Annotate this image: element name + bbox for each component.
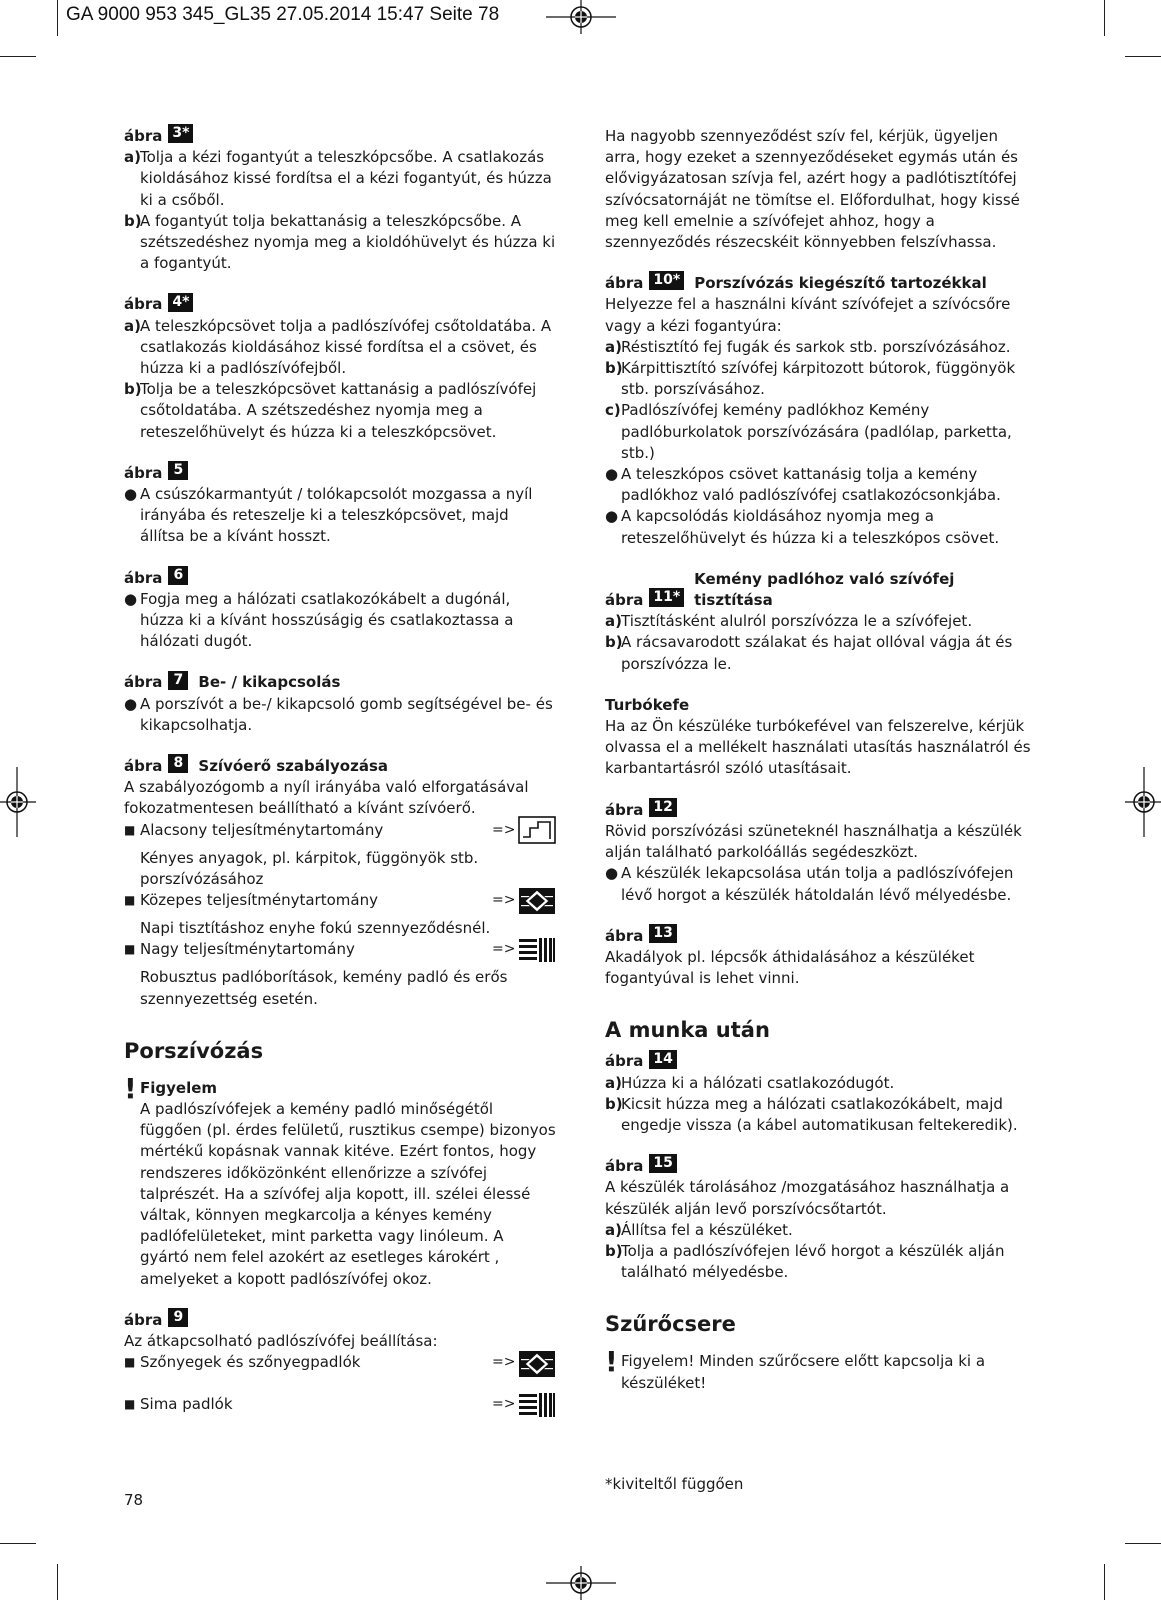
- medium-power-icon: [518, 887, 556, 915]
- figure-7-section: [124, 672, 556, 736]
- crop-mark: [1104, 0, 1105, 36]
- square-bullet-icon: ■: [124, 822, 136, 837]
- list-item: c) Padlószívófej kemény padlókhoz Kemény padlóburkolatok porszívózására (padlólap, parketta, stb.): [605, 401, 1012, 462]
- figure-number-badge: 15: [649, 1154, 676, 1173]
- registration-mark-icon: [0, 767, 36, 837]
- figure-title: Szívóerő szabályozása: [198, 757, 389, 776]
- crop-mark: [57, 1564, 58, 1600]
- large-debris-note: Ha nagyobb szennyeződést szív fel, kérjük, ügyeljen arra, hogy ezeket a szennyeződéseket egymás után és elővigyázatosan szívja fel, azért hogy a padlótisztítófej szívócsatornáját ne tömítse el. Előfordulhat, hogy kissé meg kell emelnie a szívófejet ahhoz, hogy a szennyeződés részecskéit könnyebben felszívhassa.: [605, 127, 1020, 252]
- figure-word: ábra: [124, 127, 163, 145]
- footnote: *kiviteltől függően: [605, 1475, 744, 1493]
- warning-title: Figyelem: [140, 1078, 218, 1097]
- list-item: a) Húzza ki a hálózati csatlakozódugót.: [605, 1073, 895, 1092]
- power-level-medium: [124, 890, 556, 939]
- list-item: a) Tisztításként alulról porszívózza le a szívófejet.: [605, 612, 973, 631]
- figure-14-section: [605, 1051, 1037, 1136]
- figure-12-section: ábra 12 Rövid porszívózási szüneteknél használhatja a készülék alján található parkolóállás segédeszközt. ● A készülék lekapcsolása után tolja a padlószívófejen lévő horgot a készülék hátoldalán lévő mélyedésbe.: [605, 800, 1037, 906]
- power-level-low: [124, 820, 556, 890]
- hard-floor-icon: [518, 1392, 556, 1420]
- arrow-text: =>: [492, 821, 516, 838]
- floor-option-name: Szőnyegek és szőnyegpadlók: [140, 1353, 361, 1372]
- power-level-name: Közepes teljesítménytartomány: [140, 891, 378, 910]
- low-power-icon: [518, 816, 556, 844]
- arrow-text: =>: [492, 1354, 516, 1371]
- figure-6-section: [124, 568, 556, 653]
- crop-mark: [1125, 56, 1161, 57]
- figure-word: ábra: [124, 673, 163, 692]
- figure-number-badge: 6: [168, 566, 188, 585]
- figure-word: ábra: [605, 1052, 644, 1071]
- figure-number-badge: 9: [168, 1308, 188, 1327]
- figure-number-badge: 5: [168, 461, 188, 480]
- figure-word: ábra: [605, 1157, 644, 1176]
- exclamation-icon: !: [605, 1345, 618, 1379]
- list-item: b) Tolja be a teleszkópcsövet kattanásig a padlószívófej csőtoldatába. A szétszedéshez nyomja meg a reteszelőhüvelyt és húzza ki a teleszkópcsövet.: [124, 380, 537, 441]
- power-level-name: Alacsony teljesítménytartomány: [140, 820, 384, 839]
- figure-number-badge: 4*: [168, 293, 193, 312]
- figure-number-badge: 3*: [168, 124, 193, 143]
- crop-mark: [0, 1543, 36, 1544]
- power-level-desc: Kényes anyagok, pl. kárpitok, függönyök stb. porszívózásához: [140, 848, 479, 888]
- crop-mark: [57, 0, 58, 36]
- figure-4-section: [124, 294, 556, 442]
- figure-title: Kemény padlóhoz való szívófej tisztítása: [694, 569, 955, 610]
- list-item: ● A porszívót a be-/ kikapcsoló gomb segítségével be- és kikapcsolhatja.: [124, 694, 553, 734]
- figure-number-badge: 7: [168, 671, 188, 690]
- floor-option-hard: [124, 1394, 556, 1422]
- subsection-title: Turbókefe: [605, 695, 690, 714]
- crop-mark: [1104, 1564, 1105, 1600]
- figure-15-section: ábra 15 A készülék tárolásához /mozgatásához használhatja a készülék alján levő porszívócsőtartót. a) Állítsa fel a készüléket. b) Tolja a padlószívófejen lévő horgot a készülék alján található mélyedésbe.: [605, 1156, 1037, 1283]
- warning-note: [605, 1345, 1037, 1393]
- warning-text: A padlószívófejek a kemény padló minőségétől függően (pl. érdes felületű, rusztikus csempe) bizonyos mértékű kopásnak vannak kitéve. Ezért fontos, hogy rendszeres időközönként ellenőrizze a szívófej talprészét. Ha a szívófej alja kopott, ill. szélei élessé váltak, könnyen megkarcolja a kényes kemény padlófelületeket, mint parketta vagy linóleum. A gyártó nem felel azokért az esetleges károkért , amelyeket a kopott padlószívófej okoz.: [140, 1099, 556, 1288]
- figure-word: ábra: [605, 926, 644, 945]
- figure-number-badge: 14: [649, 1050, 676, 1069]
- section-heading: A munka után: [605, 1018, 770, 1043]
- section-heading: Szűrőcsere: [605, 1312, 736, 1337]
- left-column: [124, 126, 556, 1442]
- figure-5-section: [124, 463, 556, 548]
- after-work-section: [605, 1017, 1037, 1043]
- figure-8-section: [124, 756, 556, 1010]
- figure-number-badge: 11*: [649, 588, 684, 607]
- figure-number-badge: 12: [649, 798, 676, 817]
- list-item: ● A készülék lekapcsolása után tolja a padlószívófejen lévő horgot a készülék hátoldalán lévő mélyedésbe.: [605, 864, 1014, 904]
- registration-mark-icon: [546, 1566, 616, 1600]
- turbo-brush-section: Turbókefe Ha az Ön készüléke turbókefével van felszerelve, kérjük olvassa el a mellékelt használati utasítás használatról és karbantartásról szóló utasításait.: [605, 695, 1037, 780]
- figure-number-badge: 8: [168, 754, 188, 773]
- right-column: [605, 126, 1037, 1414]
- figure-9-section: [124, 1310, 556, 1422]
- list-item: a) A teleszkópcsövet tolja a padlószívófej csőtoldatába. A csatlakozás kioldásához kissé fordítsa el a csövet, és húzza ki a padlószívófejből.: [124, 316, 552, 378]
- figure-title: Be- / kikapcsolás: [198, 673, 341, 692]
- filter-change-section: [605, 1311, 1037, 1393]
- floor-head-intro: Az átkapcsolható padlószívófej beállítása:: [124, 1331, 438, 1350]
- figure-word: ábra: [605, 800, 644, 819]
- square-bullet-icon: ■: [124, 893, 136, 908]
- warning-note: [124, 1071, 556, 1290]
- figure-word: ábra: [124, 757, 163, 776]
- figure-word: ábra: [605, 274, 644, 293]
- power-level-high: [124, 939, 556, 1009]
- arrow-text: =>: [492, 1396, 516, 1413]
- list-item: ● A teleszkópos csövet kattanásig tolja a kemény padlókhoz való padlószívófej csatlakozócsonkjába.: [605, 465, 1001, 505]
- list-item: ● Fogja meg a hálózati csatlakozókábelt a dugónál, húzza ki a kívánt hosszúságig és csatlakoztassa a hálózati dugót.: [124, 589, 514, 651]
- floor-option-carpet: [124, 1352, 556, 1380]
- vacuuming-section: [124, 1038, 556, 1290]
- high-power-icon: [518, 937, 556, 965]
- figure-13-section: ábra 13 Akadályok pl. lépcsők áthidalásához a készüléket fogantyúval is lehet vinni.: [605, 924, 975, 988]
- figure-word: ábra: [124, 295, 163, 314]
- registration-mark-icon: [546, 0, 616, 34]
- figure-word: ábra: [124, 1310, 163, 1329]
- power-level-desc: Napi tisztításhoz enyhe fokú szennyeződésnél.: [140, 919, 491, 938]
- figure-word: ábra: [124, 463, 163, 482]
- figure-number-badge: 13: [649, 924, 676, 943]
- floor-option-name: Sima padlók: [140, 1395, 233, 1414]
- power-level-desc: Robusztus padlóborítások, kemény padló és erős szennyezettség esetén.: [140, 968, 508, 1008]
- square-bullet-icon: ■: [124, 1397, 136, 1412]
- arrow-text: =>: [492, 892, 516, 909]
- figure-11-section: [605, 569, 1037, 675]
- list-item: a) Réstisztító fej fugák és sarkok stb. porszívózásához.: [605, 337, 1011, 356]
- figure-3-section: [124, 126, 556, 274]
- list-item: a) Állítsa fel a készüléket.: [605, 1220, 793, 1239]
- list-item: b) Tolja a padlószívófejen lévő horgot a készülék alján található mélyedésbe.: [605, 1241, 1005, 1282]
- list-item: b) Kárpittisztító szívófej kárpitozott bútorok, függönyök stb. porszívásához.: [605, 359, 1016, 399]
- list-item: a) Tolja a kézi fogantyút a teleszkópcsőbe. A csatlakozás kioldásához kissé fordítsa el a kézi fogantyút, és húzza ki a csőből.: [124, 148, 552, 209]
- suction-intro: A szabályozógomb a nyíl irányába való elforgatásával fokozatmentesen beállítható a kívánt szívóerő.: [124, 778, 529, 818]
- list-item: b) A rácsavarodott szálakat és hajat ollóval vágja át és porszívózza le.: [605, 633, 1013, 673]
- exclamation-icon: !: [124, 1071, 137, 1105]
- power-level-name: Nagy teljesítménytartomány: [140, 940, 355, 959]
- square-bullet-icon: ■: [124, 1355, 136, 1370]
- print-job-header: GA 9000 953 345_GL35 27.05.2014 15:47 Seite 78: [66, 4, 500, 25]
- page-number: 78: [124, 1491, 144, 1509]
- crop-mark: [1125, 1543, 1161, 1544]
- registration-mark-icon: [1125, 767, 1161, 837]
- list-item: ● A kapcsolódás kioldásához nyomja meg a reteszelőhüvelyt és húzza ki a teleszkópos csövet.: [605, 507, 1000, 547]
- figure-word: ábra: [124, 568, 163, 587]
- figure-title: Porszívózás kiegészítő tartozékkal: [694, 274, 987, 293]
- figure-10-section: ábra 10* Porszívózás kiegészítő tartozékkal Helyezze fel a használni kívánt szívófejet a szívócsőre vagy a kézi fogantyúra: a) Réstisztító fej fugák és sarkok stb. porszívózásához. b) Kárpittisztító szívófej kárpitozott bútorok, függönyök stb. porszívásához. c) Padlószívófej kemény padlókhoz Kemény padlóburkolatok porszívózására (padlólap, parketta, stb.) ● A teleszkópos csövet kattanásig tolja a kemény padlókhoz való padlószívófej csatlakozócsonkjába. ● A kapcsolódás kioldásához nyomja meg a reteszelőhüvelyt és húzza ki a teleszkópos csövet.: [605, 273, 1037, 549]
- list-item: b) Kicsit húzza meg a hálózati csatlakozókábelt, majd engedje vissza (a kábel automatikusan feltekeredik).: [605, 1094, 1018, 1134]
- list-item: ● A csúszókarmantyút / tolókapcsolót mozgassa a nyíl irányába és reteszelje ki a teleszkópcsövet, majd állítsa be a kívánt hosszt.: [124, 485, 533, 546]
- arrow-text: =>: [492, 941, 516, 958]
- list-item: b) A fogantyút tolja bekattanásig a teleszkópcsőbe. A szétszedéshez nyomja meg a kioldóhüvelyt és húzza ki a fogantyút.: [124, 211, 556, 273]
- warning-text: Figyelem! Minden szűrőcsere előtt kapcsolja ki a készüléket!: [621, 1352, 986, 1392]
- crop-mark: [0, 56, 36, 57]
- carpet-icon: [518, 1350, 556, 1378]
- figure-word: ábra: [605, 591, 644, 610]
- figure-number-badge: 10*: [649, 271, 684, 290]
- square-bullet-icon: ■: [124, 942, 136, 957]
- section-heading: Porszívózás: [124, 1038, 264, 1063]
